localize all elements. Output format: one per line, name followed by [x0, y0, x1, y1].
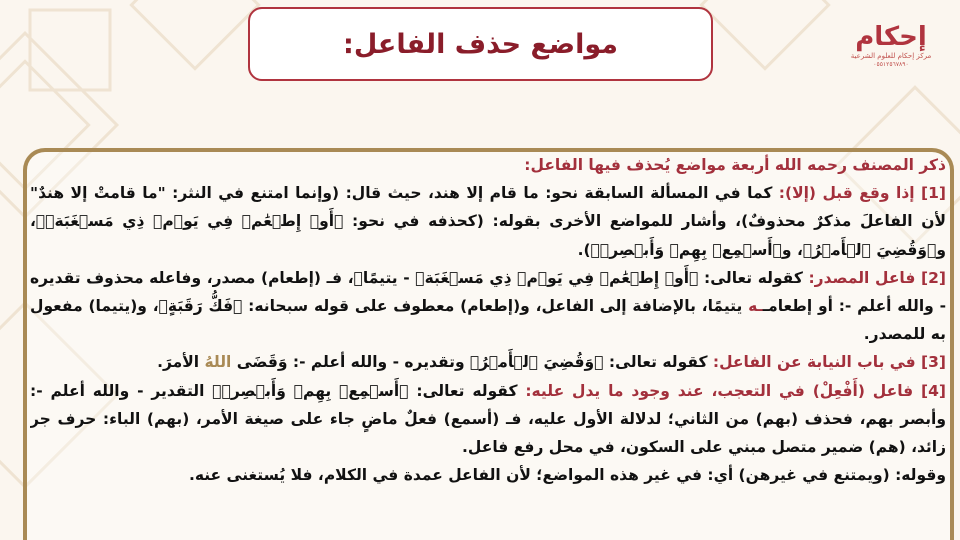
point-1-label: [1] إذا وقع قبل (إلا):	[778, 184, 946, 203]
point-2-pronoun: ـه	[748, 297, 763, 316]
logo	[851, 22, 931, 94]
logo-subtitle: مركز إحكام للعلوم الشرعية	[850, 52, 932, 60]
closing-line: وقوله: (ويمتنع في غيرهن) أي: في غير هذه المواضع؛ لأن الفاعل عمدة في الكلام، فلا يُستغنى عنه.	[188, 466, 946, 485]
point-2-label: [2] فاعل المصدر:	[808, 268, 946, 287]
point-2-text-b: يتيمًا، بالإضافة إلى الفاعل، و(إطعام) معطوف على قوله سبحانه: ﴿فَكُّ رَقَبَةٍ﴾، و(يتيما) مفعول به للمصدر.	[30, 297, 946, 344]
point-3-text: كقوله تعالى: ﴿وَقُضِيَ ٱلۡأَمۡرُ﴾ وتقديره - والله أعلم -: وَقَضَى	[231, 353, 713, 372]
point-4-label: [4] فاعل (أَفْعِلْ) في التعجب، عند وجود ما يدل عليه:	[525, 381, 946, 400]
slide-title-box	[248, 7, 713, 81]
logo-wordmark: إحكام	[855, 22, 927, 52]
point-4-text: كقوله تعالى: ﴿أَسۡمِعۡ بِهِمۡ وَأَبۡصِرۡ﴾ التقدير - والله أعلم -: وأبصر بهم، فحذف (بهم) من الثاني؛ لدلالة الأول عليه، فـ (أسمع) فعلٌ ماضٍ جاء على صيغة الأمر، (بهم) الباء: حرف جر زائد، (هم) ضمير متصل مبني على السكون، في محل رفع فاعل.	[30, 381, 946, 457]
point-1-text: كما في المسألة السابقة نحو: ما قام إلا هند، حيث قال: (وإنما امتنع في النثر: "ما قامتْ إلا هندٌ" لأن الفاعلَ مذكرٌ محذوفٌ)، وأشار للمواضع الأخرى بقوله: (كحذفه في نحو: ﴿أَوۡ إِطۡعَٰمٞ فِي يَوۡمٖ ذِي مَسۡغَبَةٖ﴾، و﴿وَقُضِيَ ٱلۡأَمۡرُ﴾، و﴿أَسۡمِعۡ بِهِمۡ وَأَبۡصِرۡ﴾).	[30, 184, 946, 259]
point-2-text-a: كقوله تعالى: ﴿أَوۡ إِطۡعَٰمٞ فِي يَوۡمٖ ذِي مَسۡغَبَةٖ - يتيمًا﴾، فـ (إطعام) مصدر، وفاعله محذوف تقديره - والله أعلم -: أو إطعامـ	[30, 268, 946, 316]
content-body	[30, 151, 946, 540]
point-2	[30, 264, 946, 349]
point-3-allah: اللهُ	[204, 353, 232, 372]
point-1	[30, 179, 946, 264]
point-3	[30, 348, 946, 376]
point-3-label: [3] في باب النيابة عن الفاعل:	[712, 353, 946, 372]
slide-title: مواضع حذف الفاعل:	[343, 28, 618, 60]
intro-line: ذكر المصنف رحمه الله أربعة مواضع يُحذف فيها الفاعل:	[524, 156, 946, 174]
point-4	[30, 377, 946, 462]
logo-phone: ٠٥٥١٢٥٦٧٨٩٠	[873, 61, 909, 68]
point-3-text-end: الأمرَ.	[157, 353, 205, 372]
